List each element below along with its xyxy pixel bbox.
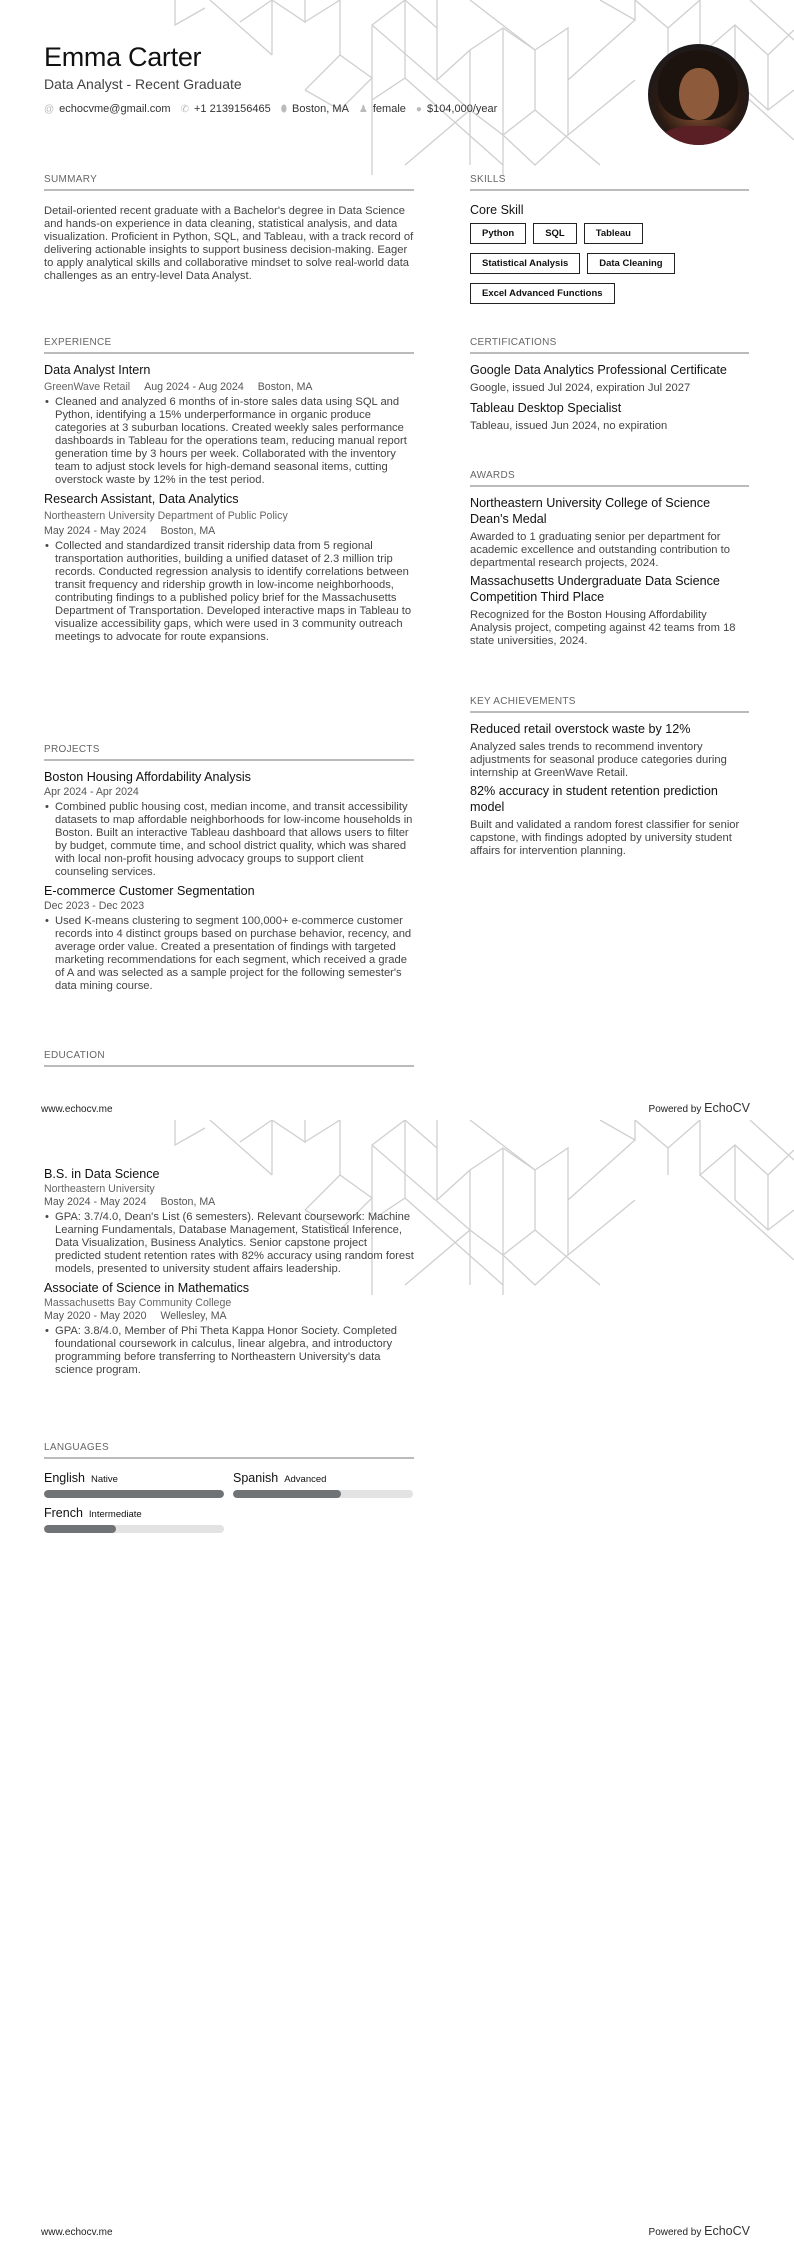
language-level: Intermediate [88,1509,142,1520]
profile-photo [648,44,749,145]
projects-section [44,744,414,993]
skill-chip: Tableau [584,223,643,244]
achievements-section [470,696,749,858]
education-section [44,1050,414,1067]
dates: May 2024 - May 2024 [44,1196,147,1208]
dates: Apr 2024 - Apr 2024 [44,786,139,798]
contact-gender [359,103,406,115]
education-items [44,1158,414,1377]
language-name: English [44,1471,85,1485]
skill-chip: SQL [533,223,577,244]
certification-detail: Tableau, issued Jun 2024, no expiration [470,420,668,432]
summary-text: Detail-oriented recent graduate with a Bachelor's degree in Data Science and hands-on experience in data cleaning, statistical analysis, and data visualization. Proficient in Python, SQL, and Tableau, with a track record of delivering actionable insights to support business decision-making. Eager to apply analytical skills and collaborative mindset to solve real-world data challenges as an entry-level Data Analyst. [44,205,414,282]
dates: Dec 2023 - Dec 2023 [44,900,145,912]
certification-title: Tableau Desktop Specialist [470,401,622,415]
skill-chip: Python [470,223,526,244]
skill-group-title: Core Skill [470,203,524,217]
bullet: • GPA: 3.8/4.0, Member of Phi Theta Kappa Honor Society. Completed foundational coursework in calculus, linear algebra, and introductory programming before transferring to Northeastern University's data science program. [44,1325,414,1377]
bullet: • GPA: 3.7/4.0, Dean's List (6 semesters). Relevant coursework: Machine Learning Fundamentals, Database Management, Statistical Inference, Data Visualization, Business Analytics. Senior capstone project predicted student retention rates with 82% accuracy using random forest models, presented to university student affairs leadership. [44,1211,414,1276]
school: Massachusetts Bay Community College [44,1297,232,1309]
proficiency-bar [44,1490,224,1498]
proficiency-fill [44,1525,116,1533]
bullet: • Combined public housing cost, median income, and transit accessibility datasets to map affordable neighborhoods for low-income households in Boston. Built an interactive Tableau dashboard that allows users to filter by budget, commute time, and school district quality, which was shared with local non-profit housing advocacy groups to support client counseling services. [44,801,414,879]
section-heading: SKILLS [470,174,749,191]
location: Boston, MA [160,1196,216,1208]
project-item [44,883,414,993]
dates: Aug 2024 - Aug 2024 [144,381,244,393]
section-heading: LANGUAGES [44,1442,414,1459]
salary-text: $104,000/year [426,103,498,115]
powered-by[interactable] [649,2224,750,2238]
phone-text: +1 2139156465 [193,103,271,115]
gender-text: female [372,103,406,115]
section-heading: AWARDS [470,470,749,487]
certification-detail: Google, issued Jul 2024, expiration Jul 2027 [470,382,691,394]
section-heading: PROJECTS [44,744,414,761]
section-heading: EXPERIENCE [44,337,414,354]
language-item [44,1469,224,1498]
phone-icon: ✆ [180,103,189,115]
contact-info [44,103,497,115]
contact-location [281,103,349,115]
award-detail: Recognized for the Boston Housing Affordability Analysis project, competing against 42 teams from 18 state universities, 2024. [470,609,736,647]
candidate-name: Emma Carter [44,42,202,72]
experience-item [44,491,414,644]
contact-email[interactable] [44,103,171,115]
skill-chip: Data Cleaning [587,253,674,274]
language-item [44,1504,224,1533]
language-name: Spanish [233,1471,279,1485]
achievement-title: Reduced retail overstock waste by 12% [470,722,691,736]
location: Wellesley, MA [160,1310,227,1322]
job-title: Research Assistant, Data Analytics [44,492,239,506]
language-item [233,1469,413,1498]
achievement-detail: Built and validated a random forest classifier for senior capstone, with findings adopted by university student affairs for intervention planning. [470,819,740,857]
company: Northeastern University Department of Public Policy [44,510,288,522]
contact-salary [416,103,497,115]
proficiency-fill [44,1490,224,1498]
powered-by[interactable] [649,1101,750,1115]
bullet: • Collected and standardized transit ridership data from 5 regional transportation authorities, building a unified dataset of 2.3 million trip records. Conducted regression analysis to identify correlations between transit frequency and ridership growth in low-income neighborhoods, contributing findings to a published policy brief for the Massachusetts Department of Transportation. Developed interactive maps in Tableau to visualize accessibility gaps, which were used in 3 community outreach meetings to advocate for route expansions. [44,540,414,644]
candidate-title: Data Analyst - Recent Graduate [44,76,242,92]
contact-phone[interactable] [181,103,271,115]
awards-section [470,470,749,648]
skill-chip: Excel Advanced Functions [470,283,615,304]
achievement-detail: Analyzed sales trends to recommend inventory adjustments for seasonal produce categories during internship at GreenWave Retail. [470,741,727,779]
footer-site-link[interactable]: www.echocv.me [41,2227,113,2238]
project-title: Boston Housing Affordability Analysis [44,770,251,784]
company: GreenWave Retail [44,381,131,393]
skills-section [470,174,749,304]
project-title: E-commerce Customer Segmentation [44,884,255,898]
section-heading: SUMMARY [44,174,414,191]
award-title: Massachusetts Undergraduate Data Science Competition Third Place [470,574,720,604]
location: Boston, MA [257,381,313,393]
education-item [44,1280,414,1377]
school: Northeastern University [44,1183,155,1195]
powered-text: Powered by [648,1104,702,1115]
dates: May 2024 - May 2024 [44,525,147,537]
brand-logo-text: EchoCV [704,1101,750,1115]
proficiency-fill [233,1490,341,1498]
job-title: Data Analyst Intern [44,363,151,377]
project-item [44,769,414,879]
experience-section [44,337,414,644]
location-pin-icon: ⬮ [280,103,288,115]
at-icon: @ [44,103,55,115]
salary-icon: ● [415,103,422,115]
section-heading: EDUCATION [44,1050,414,1067]
dates: May 2020 - May 2020 [44,1310,147,1322]
brand-logo-text: EchoCV [704,2224,750,2238]
language-level: Advanced [284,1474,327,1485]
bullet: • Cleaned and analyzed 6 months of in-store sales data using SQL and Python, identifying a 15% underperformance in organic produce categories at 3 suburban locations. Created weekly sales performance dashboards in Tableau for the operations team, reducing manual report generation time by 3 hours per week. Collaborated with the inventory team to adjust stock levels for high-demand seasonal items, cutting overstock waste by 12% in the test period. [44,396,414,487]
proficiency-bar [44,1525,224,1533]
section-heading: CERTIFICATIONS [470,337,749,354]
footer-site-link[interactable]: www.echocv.me [41,1104,113,1115]
summary-section [44,174,414,283]
proficiency-bar [233,1490,413,1498]
language-level: Native [91,1474,118,1485]
location-text: Boston, MA [292,103,349,115]
location: Boston, MA [160,525,216,537]
section-heading: KEY ACHIEVEMENTS [470,696,749,713]
skill-chips [470,223,730,304]
award-detail: Awarded to 1 graduating senior per department for academic excellence and outstanding contribution to departmental research projects, 2024. [470,531,730,569]
award-title: Northeastern University College of Science Dean's Medal [470,496,711,526]
achievement-title: 82% accuracy in student retention prediction model [470,784,718,814]
person-icon: ♟ [358,103,368,115]
education-item [44,1166,414,1276]
experience-item [44,362,414,487]
degree: B.S. in Data Science [44,1167,160,1181]
certifications-section [470,337,749,433]
powered-text: Powered by [648,2227,702,2238]
language-name: French [44,1506,83,1520]
degree: Associate of Science in Mathematics [44,1281,250,1295]
bullet: • Used K-means clustering to segment 100,000+ e-commerce customer records into 4 distinct groups based on purchase behavior, recency, and average order value. Created a presentation of findings with targeted marketing recommendations for each segment, which received a grade of A and was selected as a sample project for the following semester's data mining course. [44,915,414,993]
certification-title: Google Data Analytics Professional Certificate [470,363,727,377]
languages-section [44,1442,414,1533]
email-text: echocvme@gmail.com [59,103,171,115]
skill-chip: Statistical Analysis [470,253,580,274]
